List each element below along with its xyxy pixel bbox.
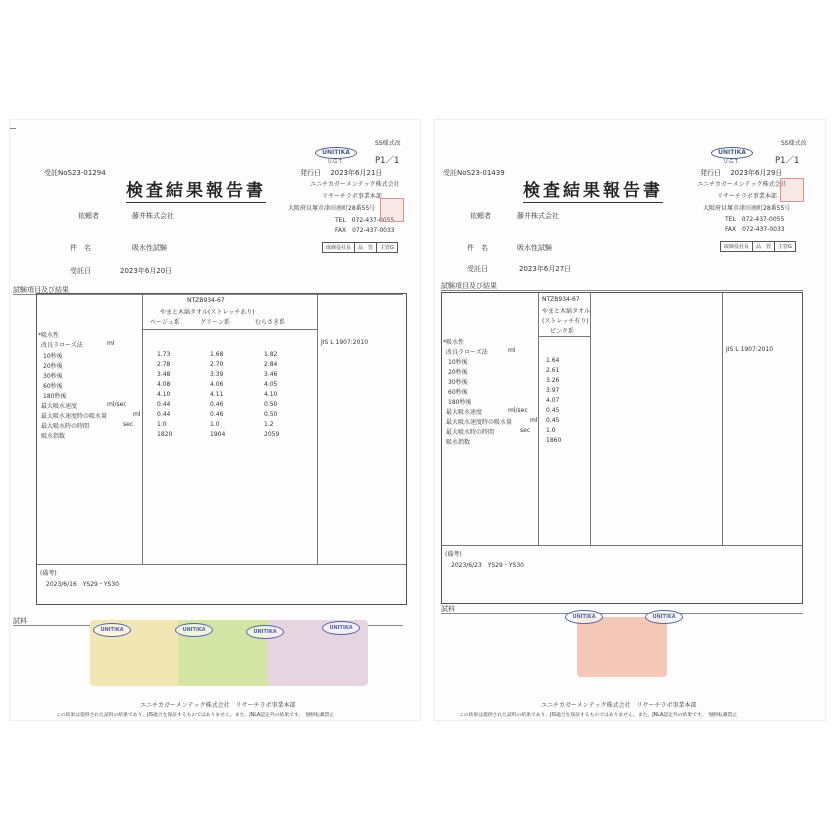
fax: FAX 072-437-0033 [725, 226, 785, 233]
column-header: むらさき系 [255, 319, 286, 326]
page-number: P1／1 [375, 156, 400, 166]
cell-value: 1.0 [210, 421, 220, 428]
cell-value: 3.39 [210, 371, 224, 378]
row-unit: ml/sec [107, 401, 127, 408]
cell-value: 3.26 [546, 377, 560, 384]
footer-note: この結果は提供された試料の結果であり、JIS適合を保証するものではありません。また、JNLA認定外の結果です。 無断転載禁止 [56, 713, 335, 718]
stamp-cell: 主管G [380, 245, 394, 251]
sample-label: 試料 [13, 617, 27, 625]
client-label: 依頼者 [470, 212, 491, 220]
subject-label: 件 名 [467, 244, 488, 252]
row-label: 60秒後 [43, 383, 63, 390]
cell-value: 0.44 [157, 401, 171, 408]
row-label: 最大吸水時の時間 [41, 423, 90, 430]
cell-value: 1.82 [264, 351, 278, 358]
sample-code: NTZB934-67 [542, 296, 580, 303]
address: 大阪府貝塚市津田南町28番55号 [288, 205, 376, 212]
cell-value: 3.46 [264, 371, 278, 378]
cell-value: 2.78 [157, 361, 171, 368]
subject-value: 吸水性試験 [132, 244, 167, 252]
row-unit: ml [508, 347, 516, 354]
report-sheet-left [10, 120, 420, 720]
section-header: 試験項目及び結果 [13, 286, 69, 294]
row-unit: ml [107, 340, 115, 347]
unitika-logo: UNITIKA [711, 147, 753, 159]
chip-logo: UNITIKA [246, 625, 284, 639]
cell-value: 1.64 [546, 357, 560, 364]
cell-value: 2059 [264, 431, 280, 438]
test-method: JIS L 1907:2010 [726, 346, 774, 353]
cell-value: 4.11 [210, 391, 224, 398]
unitika-logo: UNITIKA [315, 147, 357, 159]
seal-stamp [780, 178, 804, 202]
address: 大阪府貝塚市津田南町28番55号 [703, 205, 791, 212]
cell-value: 0.50 [264, 401, 278, 408]
row-label: 30秒後 [43, 373, 63, 380]
stamp-cell: 主管G [778, 244, 792, 250]
subject-value: 吸水性試験 [517, 244, 552, 252]
tel: TEL 072-437-0055 [335, 217, 395, 224]
row-label: 180秒後 [448, 399, 472, 406]
chip-logo: UNITIKA [93, 623, 131, 637]
received-label: 受託日 [70, 267, 91, 275]
cell-value: 3.97 [546, 387, 560, 394]
approval-stamp-box [720, 241, 796, 252]
row-label: 改良ラローズ法 [446, 349, 488, 356]
cell-value: 1.68 [210, 351, 224, 358]
approval-stamp-box [322, 242, 398, 253]
footer-company: ユニチカガーメンテック株式会社 リサーチラボ事業本部 [541, 702, 697, 709]
client-label: 依頼者 [78, 212, 99, 220]
cell-value: 2.61 [546, 367, 560, 374]
remarks-label: (備考) [445, 551, 462, 558]
cell-value: 1820 [157, 431, 173, 438]
chip-logo: UNITIKA [175, 623, 213, 637]
tel: TEL 072-437-0055 [725, 216, 785, 223]
stamp-cell: 取締役社長 [323, 243, 355, 252]
cell-value: 0.45 [546, 417, 560, 424]
cell-value: 4.07 [546, 397, 560, 404]
sample-code: NTZB934-67 [187, 297, 225, 304]
remarks-label: (備考) [40, 570, 57, 577]
page-number: P1／1 [775, 156, 800, 166]
cell-value: 3.48 [157, 371, 171, 378]
cell-value: 1860 [546, 437, 562, 444]
cell-value: 0.44 [157, 411, 171, 418]
received-value: 2023年6月20日 [120, 267, 173, 275]
row-unit: sec [520, 427, 531, 434]
issue-date: 発行日 2023年6月21日 [300, 169, 383, 177]
row-unit: ml [530, 417, 538, 424]
stamp-cell: 取締役社長 [721, 242, 753, 251]
seal-stamp [380, 198, 404, 222]
cell-value: 0.50 [264, 411, 278, 418]
remarks-text: 2023/6/23 YS29・YS30 [451, 562, 524, 569]
client-value: 藤井株式会社 [517, 212, 559, 220]
cell-value: 4.06 [210, 381, 224, 388]
company-name: ユニチカガーメンテック株式会社 [697, 181, 787, 188]
row-label: *吸水性 [443, 339, 465, 346]
logo-sub: U.G.T. [724, 159, 739, 165]
cell-value: 4.10 [264, 391, 278, 398]
cell-value: 2.70 [210, 361, 224, 368]
row-label: 20秒後 [448, 369, 468, 376]
row-label: 最大吸水速度 [446, 409, 483, 416]
row-label: 最大吸水時の時間 [446, 429, 495, 436]
cell-value: 2.84 [264, 361, 278, 368]
cell-value: 1904 [210, 431, 226, 438]
row-label: 最大吸水速度時の吸水量 [41, 413, 108, 420]
cell-value: 0.45 [546, 407, 560, 414]
received-label: 受託日 [467, 265, 488, 273]
column-header: ピンク系 [550, 328, 574, 335]
row-label: 60秒後 [448, 389, 468, 396]
received-value: 2023年6月27日 [519, 265, 572, 273]
receipt-number: 受託NoS23-01439 [443, 169, 505, 177]
row-label: 最大吸水速度時の吸水量 [446, 419, 513, 426]
row-label: 10秒後 [448, 359, 468, 366]
logo-sub: U.G.T. [328, 159, 343, 165]
form-code: SS様式改 [375, 140, 401, 147]
cell-value: 0.46 [210, 411, 224, 418]
stamp-cell: 品 管 [355, 243, 377, 252]
cell-value: 0.46 [210, 401, 224, 408]
footer-note: この結果は提供された試料の結果であり、JIS適合を保証するものではありません。また、JNLA認定外の結果です。 無断転載禁止 [459, 713, 738, 718]
row-label: 改良ラローズ法 [41, 342, 83, 349]
remarks-text: 2023/6/16 YS29・YS30 [46, 581, 119, 588]
row-label: 180秒後 [43, 393, 67, 400]
sample-description-2: (ストレッチ有り) [542, 318, 589, 325]
stamp-cell: 品 管 [753, 242, 775, 251]
sample-description: やまと木綿タオル [542, 308, 591, 315]
cell-value: 1.0 [546, 427, 556, 434]
report-title: 検査結果報告書 [523, 176, 663, 203]
row-unit: ml [133, 411, 141, 418]
sample-description: やまと木綿タオル(ストレッチあり) [160, 309, 255, 316]
cell-value: 1.73 [157, 351, 171, 358]
report-title: 検査結果報告書 [126, 176, 266, 203]
fax: FAX 072-437-0033 [335, 227, 395, 234]
results-table [36, 293, 407, 605]
subject-label: 件 名 [70, 244, 91, 252]
cell-value: 4.10 [157, 391, 171, 398]
results-table [441, 292, 803, 604]
test-method: JIS L 1907:2010 [321, 339, 369, 346]
cell-value: 1.2 [264, 421, 274, 428]
row-label: 最大吸水速度 [41, 403, 78, 410]
row-label: 30秒後 [448, 379, 468, 386]
section-header: 試験項目及び結果 [441, 282, 497, 290]
receipt-number: 受託NoS23-01294 [44, 169, 106, 177]
form-code: SS様式改 [781, 140, 807, 147]
column-header: ベージュ系 [150, 319, 180, 326]
company-name: ユニチカガーメンテック株式会社 [310, 181, 400, 188]
cell-value: 4.05 [264, 381, 278, 388]
row-label: 10秒後 [43, 353, 63, 360]
footer-company: ユニチカガーメンテック株式会社 リサーチラボ事業本部 [140, 702, 296, 709]
chip-logo: UNITIKA [645, 610, 683, 624]
lab-name: リサーチラボ事業本部 [322, 193, 382, 200]
cell-value: 1.0 [157, 421, 167, 428]
row-unit: ml/sec [508, 407, 528, 414]
issue-date: 発行日 2023年6月29日 [700, 169, 783, 177]
row-unit: sec [123, 421, 134, 428]
client-value: 藤井株式会社 [132, 212, 174, 220]
sample-label: 試料 [441, 605, 455, 613]
column-header: グリーン系 [200, 319, 230, 326]
row-label: 吸水指数 [41, 433, 66, 440]
report-sheet-right [435, 120, 825, 720]
row-label: 20秒後 [43, 363, 63, 370]
chip-logo: UNITIKA [322, 621, 360, 635]
chip-logo: UNITIKA [565, 610, 603, 624]
sample-swatch-pink [577, 617, 667, 677]
lab-name: リサーチラボ事業本部 [717, 193, 777, 200]
cell-value: 4.08 [157, 381, 171, 388]
row-label: 吸水指数 [446, 439, 471, 446]
row-label: *吸水性 [38, 332, 60, 339]
